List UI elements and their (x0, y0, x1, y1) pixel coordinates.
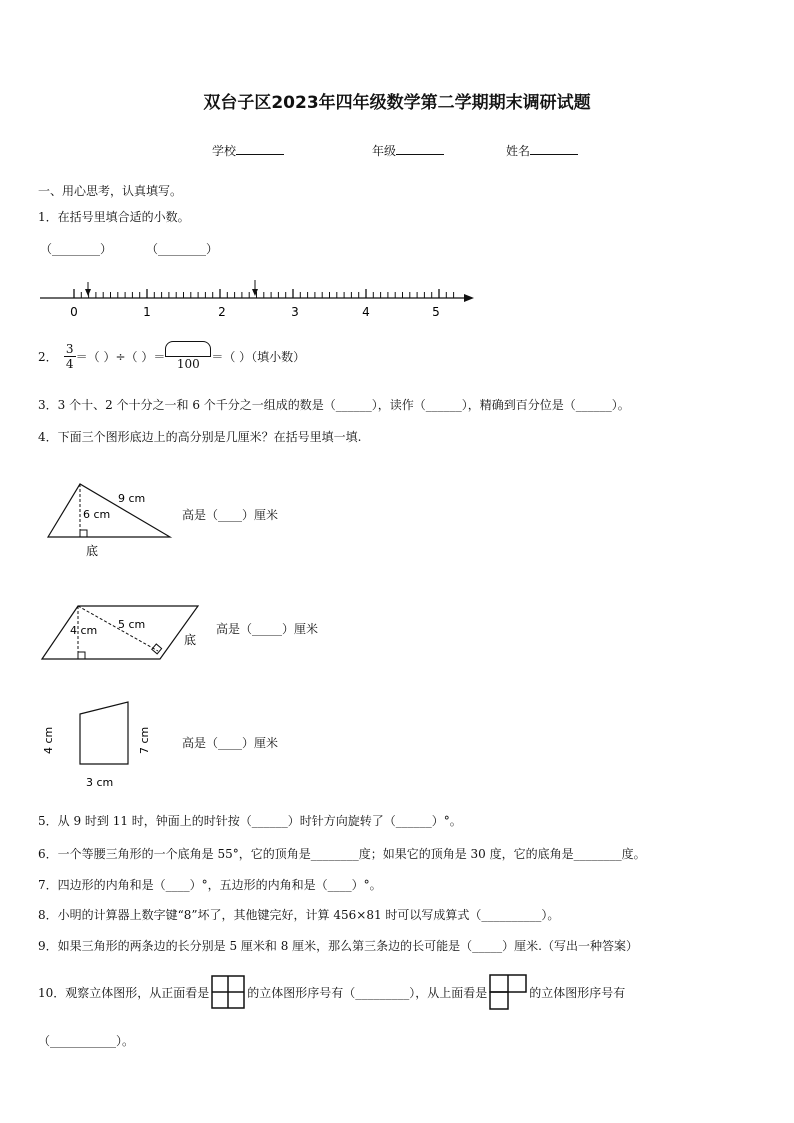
triangle-figure (44, 478, 180, 560)
q2-frac-numerator: 3 (65, 341, 74, 356)
tick-label-4: 4 (362, 305, 370, 319)
q3-text[interactable]: 3．3 个十、2 个十分之一和 6 个千分之一组成的数是（______），读作（______），精确到百分位是（______）。 (38, 398, 630, 412)
tick-label-1: 1 (143, 305, 151, 319)
parallelogram-side-label: 5 cm (118, 618, 146, 631)
q1-blank-left[interactable]: （________） (40, 242, 113, 256)
trapezoid-bottom-label: 3 cm (86, 776, 114, 789)
tick-label-2: 2 (218, 305, 226, 319)
number-line (36, 276, 481, 320)
fig3-answer[interactable]: 高是（____）厘米 (182, 736, 279, 750)
front-view-icon (211, 975, 245, 1009)
school-blank[interactable] (236, 143, 284, 155)
q2-middle: ＝（ ）÷（ ）＝ (75, 349, 166, 364)
q6-text[interactable]: 6．一个等腰三角形的一个底角是 55°，它的顶角是________度；如果它的顶角是 30 度，它的底角是________度。 (38, 847, 646, 861)
triangle-height-label: 6 cm (83, 508, 111, 521)
q1-prompt: 1．在括号里填合适的小数。 (38, 210, 190, 224)
right-angle-mark-side (152, 644, 162, 654)
q2-fraction (64, 342, 76, 371)
q9-text[interactable]: 9．如果三角形的两条边的长分别是 5 厘米和 8 厘米，那么第三条边的长可能是（_____）厘米.（写出一种答案） (38, 939, 638, 953)
right-angle-mark (80, 530, 87, 537)
parallelogram-figure (40, 602, 206, 666)
q2-tail: ＝（ ）（填小数） (211, 349, 306, 364)
page-title: 双台子区2023年四年级数学第二学期期末调研试题 (203, 93, 591, 113)
number-line-arrowhead (464, 294, 474, 302)
section-heading: 一、用心思考，认真填写。 (38, 184, 183, 198)
trapezoid-left-label: 4 cm (42, 726, 55, 754)
number-line-ticks (74, 289, 454, 298)
q4-prompt: 4．下面三个图形底边上的高分别是几厘米？在括号里填一填. (38, 430, 362, 444)
name-field[interactable] (506, 142, 578, 159)
q2-fraction-blank[interactable] (165, 341, 211, 371)
q10-row (38, 974, 625, 1010)
arrow-marker-2-head (252, 289, 258, 296)
trapezoid-right-label: 7 cm (138, 726, 151, 754)
tick-label-3: 3 (291, 305, 299, 319)
fig1-answer[interactable]: 高是（____）厘米 (182, 508, 279, 522)
grade-label: 年级 (372, 144, 397, 158)
parallelogram-height-label: 4 cm (70, 624, 98, 637)
q10-part1: 10．观察立体图形，从正面看是 (38, 985, 210, 1000)
trapezoid-figure (38, 696, 158, 792)
top-view-icon (489, 974, 527, 1010)
q10-part2[interactable]: 的立体图形序号有（_________），从上面看是 (247, 985, 488, 1000)
arrow-marker-1-head (85, 289, 91, 296)
name-blank[interactable] (530, 143, 578, 155)
tick-label-5: 5 (432, 305, 440, 319)
parallelogram-base-label: 底 (184, 633, 197, 647)
q2-frac2-denominator: 100 (165, 356, 211, 371)
q5-text[interactable]: 5．从 9 时到 11 时，钟面上的时针按（______）时针方向旋转了（______）°。 (38, 814, 462, 828)
q10-part3: 的立体图形序号有 (529, 985, 626, 1000)
q2-frac-blank-box[interactable] (165, 341, 211, 356)
fig2-answer[interactable]: 高是（_____）厘米 (216, 622, 319, 636)
grade-blank[interactable] (396, 143, 444, 155)
q2-frac-denominator: 4 (64, 356, 76, 371)
q8-text[interactable]: 8．小明的计算器上数字键“8”坏了，其他键完好，计算 456×81 时可以写成算式（__________）。 (38, 908, 560, 922)
trapezoid-shape (80, 702, 128, 764)
q2-number: 2． (38, 349, 58, 364)
triangle-hyp-label: 9 cm (118, 492, 146, 505)
right-angle-mark-bottom (78, 652, 85, 659)
q10-part4[interactable]: （___________）。 (38, 1034, 135, 1048)
q1-blank-right[interactable]: （________） (146, 242, 219, 256)
parallelogram-shape (42, 606, 198, 659)
school-label: 学校 (212, 144, 237, 158)
triangle-base-label: 底 (86, 544, 99, 558)
grade-field[interactable] (372, 142, 444, 159)
name-label: 姓名 (506, 144, 531, 158)
school-field[interactable] (212, 142, 284, 159)
q7-text[interactable]: 7．四边形的内角和是（____）°，五边形的内角和是（____）°。 (38, 878, 382, 892)
q2-row (38, 336, 305, 376)
tick-label-0: 0 (70, 305, 78, 319)
